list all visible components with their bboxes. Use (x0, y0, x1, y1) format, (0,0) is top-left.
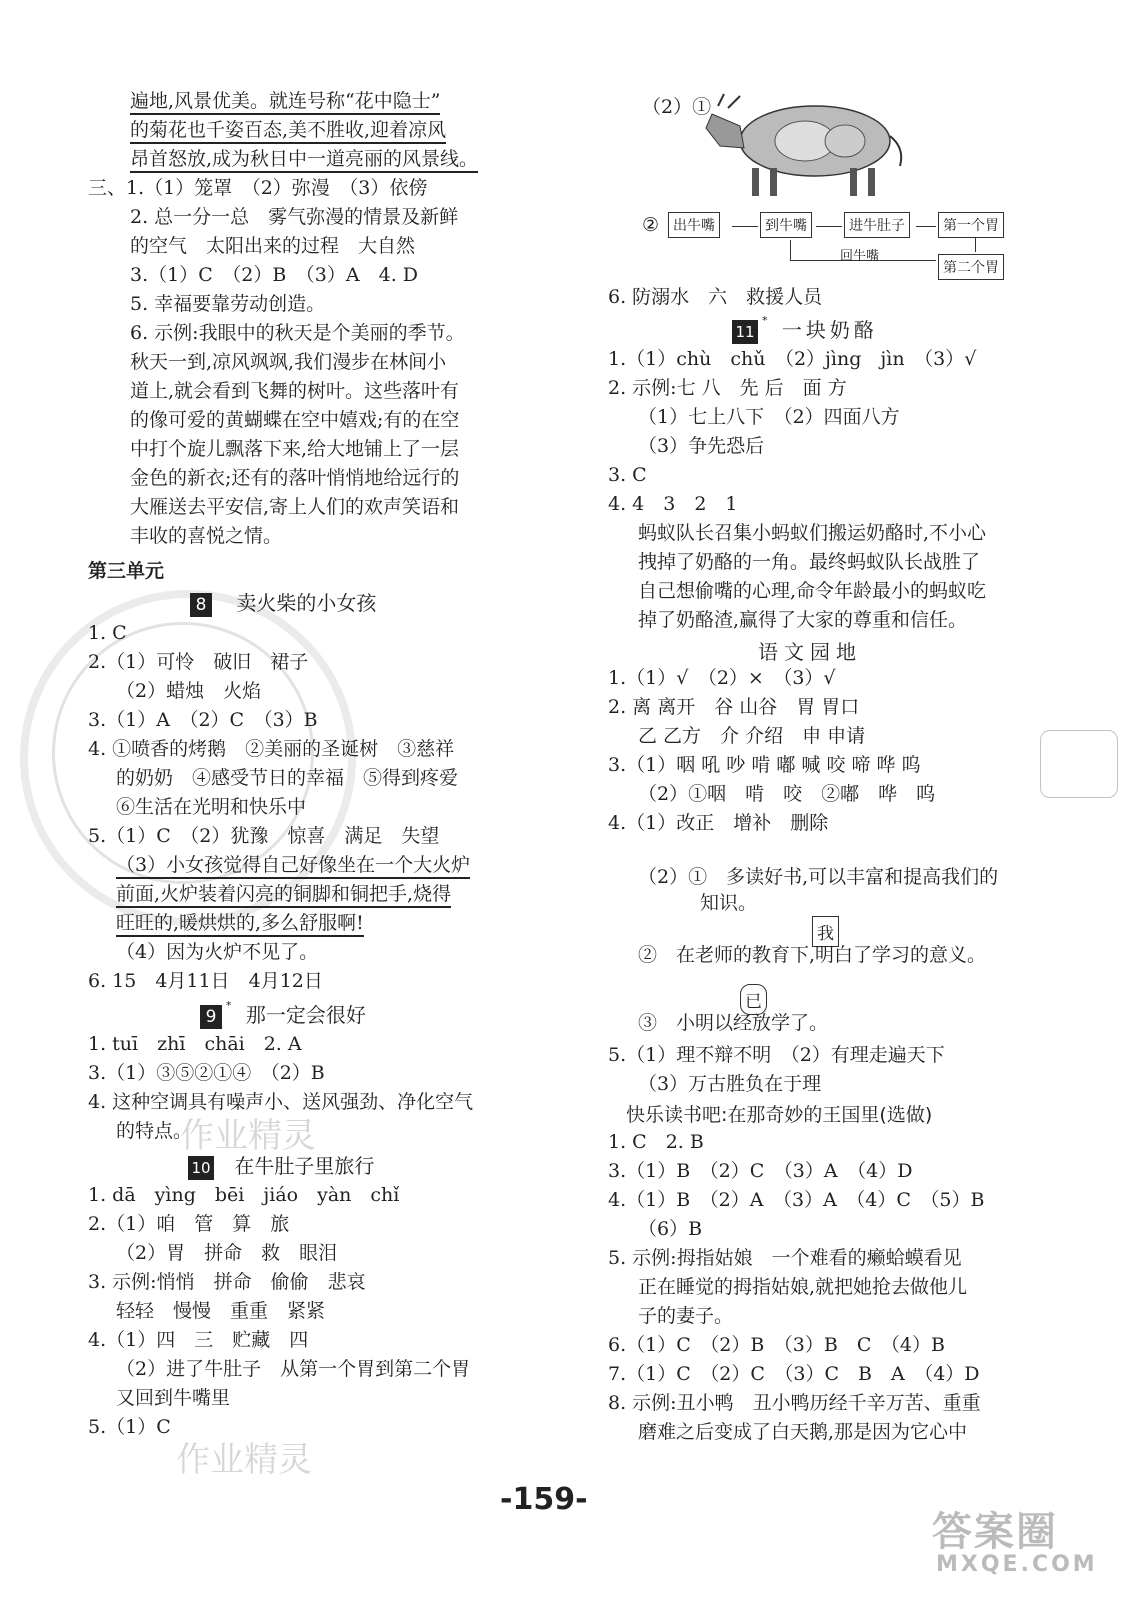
text-line: 4. 4 3 2 1 (608, 493, 738, 515)
text-line: 5.（1）理不辩不明 （2）有理走遍天下 (608, 1044, 945, 1066)
text-line: 3.（1）C （2）B （3）A 4. D (130, 264, 419, 286)
text-line: 1.（1）chù chǔ （2）jìng jìn （3）√ (608, 348, 977, 370)
text-line: （3）小女孩觉得自己好像坐在一个大火炉 (116, 852, 470, 878)
seal-stamp (1040, 730, 1118, 798)
flow-marker: ② (642, 214, 660, 236)
text-line: 1.（1）√ （2）× （3）√ (608, 667, 836, 689)
flow-box-into-stomach: 进牛肚子 (844, 212, 910, 238)
lesson-number-badge: 8 (190, 593, 212, 617)
text-line: 丰收的喜悦之情。 (130, 525, 283, 547)
lesson-title-9: 9* 那一定会很好 (200, 999, 366, 1029)
text-line: 5. 示例:拇指姑娘 一个难看的癞蛤蟆看见 (608, 1247, 962, 1269)
page-number: -159- (500, 1482, 588, 1517)
flow-arrow (816, 226, 842, 227)
text-line: 4. 这种空调具有噪声小、送风强劲、净化空气 (88, 1091, 474, 1113)
text-line: 掉了奶酪渣,赢得了大家的尊重和信任。 (638, 609, 968, 631)
text-line: 拽掉了奶酪的一角。最终蚂蚁队长战胜了 (638, 551, 981, 573)
text-line: 乙 乙方 介 介绍 申 申请 (638, 725, 866, 747)
text-line: 的像可爱的黄蝴蝶在空中嬉戏;有的在空 (130, 409, 460, 431)
section-title-kuaile: 快乐读书吧:在那奇妙的王国里(选做) (626, 1104, 933, 1126)
text-line: 7.（1）C （2）C （3）C B A （4）D (608, 1363, 980, 1385)
insert-mark: 我 (812, 916, 839, 947)
text-line: 2. 总一分一总 雾气弥漫的情景及新鲜 (130, 206, 459, 228)
text-line: 6. 示例:我眼中的秋天是个美丽的季节。 (130, 322, 465, 344)
text-line: 又回到牛嘴里 (116, 1387, 231, 1409)
lesson-title-text: 在牛肚子里旅行 (234, 1154, 375, 1178)
watermark-text: 作业精灵 (180, 1116, 316, 1156)
lesson-number-badge: 11 (732, 320, 758, 344)
flow-box-out-mouth: 出牛嘴 (668, 212, 720, 238)
text-line: （2）①咽 啃 咬 ②嘟 哗 呜 (638, 783, 936, 805)
text-line: （1）七上八下 （2）四面八方 (638, 406, 900, 428)
lesson-title-11: 11* 一块奶酪 (732, 314, 878, 344)
text-line: 3. 示例:悄悄 拼命 偷偷 悲哀 (88, 1271, 366, 1293)
text-line: 4.（1）B （2）A （3）A （4）C （5）B (608, 1189, 985, 1211)
lesson-number-badge: 9 (200, 1005, 222, 1029)
text-line: （2）① 多读好书,可以丰富和提高我们的 (638, 866, 999, 888)
text-line: 5. 幸福要靠劳动创造。 (130, 293, 326, 315)
text-line: 2. 示例:七 八 先 后 面 方 (608, 377, 847, 399)
text-line: 5.（1）C （2）犹豫 惊喜 满足 失望 (88, 825, 440, 847)
text-line: 的奶奶 ④感受节日的幸福 ⑤得到疼爱 (116, 767, 459, 789)
text-line: 正在睡觉的拇指姑娘,就把她抢去做他儿 (638, 1276, 968, 1298)
lesson-number-badge: 10 (188, 1156, 214, 1180)
text-line: （3）争先恐后 (638, 435, 765, 457)
section-title-yuwen: 语文园地 (758, 640, 862, 664)
site-logo-url: MXQE.COM (936, 1552, 1098, 1577)
text-line: 轻轻 慢慢 重重 紧紧 (116, 1300, 326, 1322)
text-line: 4.（1）改正 增补 删除 (608, 812, 829, 834)
text-line: 8. 示例:丑小鸭 丑小鸭历经千辛万苦、重重 (608, 1392, 981, 1414)
flow-box-first-stomach: 第一个胃 (938, 212, 1004, 238)
text-line: 磨难之后变成了白天鹅,那是因为它心中 (638, 1421, 968, 1443)
watermark-text: 作业精灵 (176, 1440, 312, 1480)
text-line: 1. tuī zhī chāi 2. A (88, 1033, 302, 1055)
text-line: 6. 防溺水 六 救援人员 (608, 286, 823, 308)
text-line: 道上,就会看到飞舞的树叶。这些落叶有 (130, 380, 460, 402)
lesson-title-text: 卖火柴的小女孩 (236, 591, 377, 615)
text-line: 1. dā yìng bēi jiáo yàn chǐ (88, 1184, 400, 1206)
text-line: 遍地,风景优美。就连号称“花中隐士” (130, 88, 440, 114)
text-line: （2）① (642, 96, 712, 118)
text-line: 昂首怒放,成为秋日中一道亮丽的风景线。 (130, 146, 478, 172)
text-line: 4.（1）四 三 贮藏 四 (88, 1329, 309, 1351)
text-line: 旺旺的,暖烘烘的,多么舒服啊! (116, 910, 364, 936)
lesson-title-text: 那一定会很好 (245, 1003, 366, 1027)
text-line: 大雁送去平安信,寄上人们的欢声笑语和 (130, 496, 460, 518)
lesson-title-8 (190, 587, 376, 617)
site-logo: 答案圈 (932, 1509, 1058, 1555)
text-line: 3.（1）③⑤②①④ （2）B (88, 1062, 325, 1084)
text-line: 的空气 太阳出来的过程 大自然 (130, 235, 416, 257)
text-line: 2.（1）可怜 破旧 裙子 (88, 651, 309, 673)
text-line: （3）万古胜负在于理 (638, 1073, 822, 1095)
text-line: （2）蜡烛 火焰 (116, 680, 262, 702)
text-line: 3.（1）A （2）C （3）B (88, 709, 318, 731)
text-line: （6）B (638, 1218, 703, 1240)
text-line: 5.（1）C (88, 1416, 171, 1438)
cow-illustration (700, 86, 910, 201)
text-line: 金色的新衣;还有的落叶悄悄地给远行的 (130, 467, 460, 489)
text-line: 中打个旋儿飘落下来,给大地铺上了一层 (130, 438, 460, 460)
text-line: ② 在老师的教育下,明白了学习的意义。 (638, 944, 987, 966)
flow-label: 回牛嘴 (840, 249, 880, 264)
text-line: ⑥生活在光明和快乐中 (116, 796, 307, 818)
text-line: 秋天一到,凉风飒飒,我们漫步在林间小 (130, 351, 447, 373)
text-line: 1. C (88, 622, 127, 644)
text-line: 蚂蚁队长召集小蚂蚁们搬运奶酪时,不小心 (638, 522, 987, 544)
flow-arrow (732, 226, 758, 227)
text-line: 3.（1）B （2）C （3）A （4）D (608, 1160, 913, 1182)
flow-arrow (916, 226, 936, 227)
text-line: 6.（1）C （2）B （3）B C （4）B (608, 1334, 945, 1356)
text-line: 三、1.（1）笼罩 （2）弥漫 （3）依傍 (88, 177, 428, 199)
text-line: 3.（1）咽 吼 吵 啃 嘟 喊 咬 啼 哗 呜 (608, 754, 921, 776)
text-line: 自己想偷嘴的心理,命令年龄最小的蚂蚁吃 (638, 580, 987, 602)
text-line: 2.（1）咱 管 算 旅 (88, 1213, 290, 1235)
correction-mark: 已 (740, 984, 767, 1015)
text-line: 6. 15 4月11日 4月12日 (88, 970, 323, 992)
text-line: 知识。 (700, 892, 758, 914)
text-line: （2）胃 拼命 救 眼泪 (116, 1242, 338, 1264)
text-line: 子的妻子。 (638, 1305, 734, 1327)
text-line: 的特点。 (116, 1120, 193, 1142)
unit-heading: 第三单元 (88, 560, 165, 582)
text-line: 1. C 2. B (608, 1131, 704, 1153)
text-line: 4. ①喷香的烤鹅 ②美丽的圣诞树 ③慈祥 (88, 738, 455, 760)
text-line: 3. C (608, 464, 647, 486)
text-line: 前面,火炉装着闪亮的铜脚和铜把手,烧得 (116, 881, 451, 907)
flow-box-second-stomach: 第二个胃 (938, 254, 1004, 280)
text-line: ③ 小明以经放学了。 (638, 1012, 829, 1034)
flow-connector (975, 238, 976, 252)
flow-connector (790, 240, 791, 260)
text-line: （4）因为火炉不见了。 (116, 941, 319, 963)
text-line: 2. 离 离开 谷 山谷 胃 胃口 (608, 696, 860, 718)
lesson-title-text: 一块奶酪 (781, 318, 878, 342)
flow-box-to-mouth: 到牛嘴 (760, 212, 812, 238)
text-line: （2）进了牛肚子 从第一个胃到第二个胃 (116, 1358, 471, 1380)
text-line: 的菊花也千姿百态,美不胜收,迎着凉风 (130, 117, 446, 143)
